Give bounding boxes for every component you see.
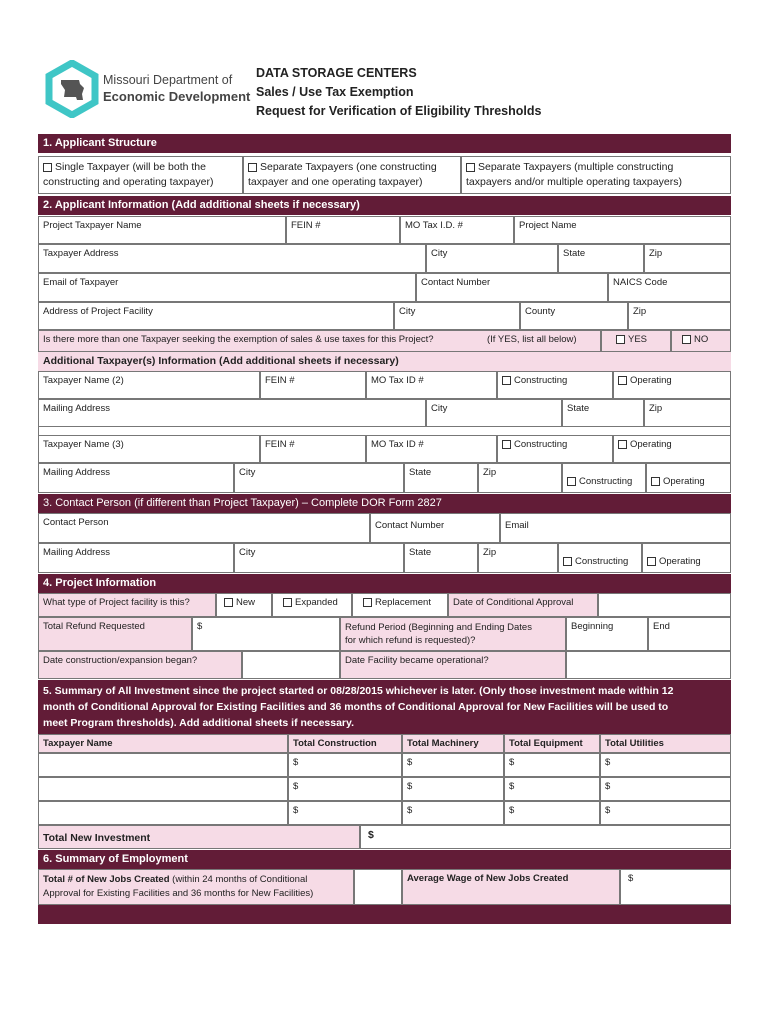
- city-field[interactable]: [426, 244, 558, 273]
- section3-header: 3. Contact Person (if different than Project Taxpayer) – Complete DOR Form 2827: [38, 494, 731, 513]
- label: Contact Number: [375, 520, 445, 531]
- label: Replacement: [375, 597, 431, 608]
- construction-began-label: Date construction/expansion began?: [38, 651, 242, 679]
- operational-date-label: Date Facility became operational?: [340, 651, 566, 679]
- contact-operating-option[interactable]: [642, 543, 731, 573]
- label: Zip: [649, 403, 663, 414]
- expanded-checkbox[interactable]: [283, 598, 292, 607]
- dollar-sign: $: [293, 781, 299, 792]
- yes-option[interactable]: [601, 330, 671, 352]
- label: Mailing Address: [43, 467, 111, 478]
- label: Zip: [649, 248, 663, 259]
- label: Email: [505, 520, 529, 531]
- facility-type-question: What type of Project facility is this?: [38, 593, 216, 617]
- label: Constructing: [514, 439, 568, 450]
- title-line2: Sales / Use Tax Exemption: [256, 85, 414, 99]
- expanded-option[interactable]: [272, 593, 352, 617]
- separate-one-checkbox[interactable]: [248, 163, 257, 172]
- if-yes-note: (If YES, list all below): [487, 334, 577, 345]
- opt2-line2: taxpayer and one operating taxpayer): [248, 176, 423, 188]
- table-row-equipment[interactable]: [504, 753, 600, 777]
- table-row-utilities[interactable]: [600, 801, 731, 825]
- fein-field[interactable]: [286, 216, 400, 244]
- dollar-sign: $: [509, 757, 515, 768]
- section5-header: [38, 680, 731, 734]
- replacement-checkbox[interactable]: [363, 598, 372, 607]
- label: New: [236, 597, 256, 608]
- table-row-machinery[interactable]: [402, 777, 504, 801]
- label: Zip: [483, 547, 497, 558]
- contact-email-field[interactable]: [500, 513, 731, 543]
- new-checkbox[interactable]: [224, 598, 233, 607]
- taxpayer3-zip-field[interactable]: [478, 463, 562, 493]
- label: Mailing Address: [43, 403, 111, 414]
- taxpayer2-name-field[interactable]: [38, 371, 260, 399]
- no-checkbox[interactable]: [682, 335, 691, 344]
- county-field[interactable]: [520, 302, 628, 330]
- construction-began-field[interactable]: [242, 651, 340, 679]
- table-row-construction[interactable]: [288, 777, 402, 801]
- beginning-date-field[interactable]: [566, 617, 648, 651]
- section1-header: 1. Applicant Structure: [38, 134, 731, 153]
- taxpayer3-mailing-field[interactable]: [38, 463, 234, 493]
- additional-taxpayer-header: Additional Taxpayer(s) Information (Add additional sheets if necessary): [38, 352, 731, 371]
- label: Project Taxpayer Name: [43, 220, 142, 231]
- label: Address of Project Facility: [43, 306, 153, 317]
- taxpayer2-operating-option[interactable]: [613, 371, 731, 399]
- taxpayer2-mailing-field[interactable]: [38, 399, 426, 427]
- taxpayer3-constructing-option[interactable]: [497, 435, 613, 463]
- dollar-sign: $: [509, 781, 515, 792]
- taxpayer3-city-field[interactable]: [234, 463, 404, 493]
- taxpayer3-state-field[interactable]: [404, 463, 478, 493]
- opt3-line1: Separate Taxpayers (multiple constructing: [478, 161, 674, 173]
- taxpayer2-fein-field[interactable]: [260, 371, 366, 399]
- operational-date-field[interactable]: [566, 651, 731, 679]
- question-text: Is there more than one Taxpayer seeking the exemption of sales & use taxes for this Project?: [43, 334, 434, 345]
- average-wage-label: Average Wage of New Jobs Created: [402, 869, 620, 905]
- section6-footer-bar: [38, 905, 731, 924]
- contact-number-field[interactable]: [416, 273, 608, 302]
- form-title: [256, 64, 676, 121]
- operating-checkbox[interactable]: [651, 477, 660, 486]
- label: Email of Taxpayer: [43, 277, 119, 288]
- constructing-checkbox[interactable]: [563, 557, 572, 566]
- label: FEIN #: [265, 375, 295, 386]
- label: Constructing: [579, 476, 633, 487]
- jobs-rest: (within 24 months of Conditional: [169, 874, 308, 885]
- label: State: [409, 467, 432, 478]
- jobs-bold: Total # of New Jobs Created: [43, 874, 170, 885]
- row-spacer: [38, 427, 731, 435]
- label: NAICS Code: [613, 277, 668, 288]
- mo-tax-id-field[interactable]: [400, 216, 514, 244]
- yes-checkbox[interactable]: [616, 335, 625, 344]
- multiple-taxpayer-question: [38, 330, 601, 352]
- table-row-equipment[interactable]: [504, 801, 600, 825]
- title-line3: Request for Verification of Eligibility Thresholds: [256, 104, 542, 118]
- label: Expanded: [295, 597, 338, 608]
- title-line1: DATA STORAGE CENTERS: [256, 66, 417, 80]
- contact-mailing-field[interactable]: [38, 543, 234, 573]
- label: Constructing: [514, 375, 568, 386]
- taxpayer3-motax-field[interactable]: [366, 435, 497, 463]
- label: Operating: [630, 439, 672, 450]
- constructing-checkbox[interactable]: [502, 440, 511, 449]
- approval-date-field[interactable]: [598, 593, 731, 617]
- label: Taxpayer Address: [43, 248, 119, 259]
- dollar-sign: $: [509, 805, 515, 816]
- dollar-sign: $: [293, 757, 299, 768]
- dollar-sign: $: [293, 805, 299, 816]
- opt1-line1: Single Taxpayer (will be both the: [55, 161, 206, 173]
- zip-field[interactable]: [644, 244, 731, 273]
- label: State: [409, 547, 432, 558]
- operating-checkbox[interactable]: [618, 440, 627, 449]
- table-row-equipment[interactable]: [504, 777, 600, 801]
- table-row-taxpayer[interactable]: [38, 801, 288, 825]
- label: Project Name: [519, 220, 577, 231]
- label: City: [431, 248, 448, 259]
- col-taxpayer-name: Taxpayer Name: [38, 734, 288, 753]
- period-line1: Refund Period (Beginning and Ending Dates: [345, 622, 532, 633]
- project-taxpayer-name-field[interactable]: [38, 216, 286, 244]
- separate-taxpayers-one-option[interactable]: [243, 156, 461, 194]
- dollar-sign: $: [368, 829, 374, 841]
- dollar-sign: $: [605, 757, 611, 768]
- new-option[interactable]: [216, 593, 272, 617]
- label: Constructing: [575, 556, 629, 567]
- missouri-badge-icon: [44, 60, 100, 118]
- replacement-option[interactable]: [352, 593, 448, 617]
- table-row-machinery[interactable]: [402, 753, 504, 777]
- jobs-line2: Approval for Existing Facilities and 36 months for New Facilities): [43, 888, 314, 899]
- operating-checkbox[interactable]: [618, 376, 627, 385]
- table-row-machinery[interactable]: [402, 801, 504, 825]
- label: State: [567, 403, 590, 414]
- label: Operating: [663, 476, 705, 487]
- facility-address-field[interactable]: [38, 302, 394, 330]
- taxpayer2-state-field[interactable]: [562, 399, 644, 427]
- label: City: [239, 467, 256, 478]
- dollar-sign: $: [407, 757, 413, 768]
- label: Taxpayer Name (3): [43, 439, 124, 450]
- constructing-checkbox[interactable]: [567, 477, 576, 486]
- section2-header: 2. Applicant Information (Add additional sheets if necessary): [38, 196, 731, 215]
- taxpayer2-motax-field[interactable]: [366, 371, 497, 399]
- label: Operating: [630, 375, 672, 386]
- naics-code-field[interactable]: [608, 273, 731, 302]
- taxpayer3-operating-option[interactable]: [613, 435, 731, 463]
- col-total-utilities: Total Utilities: [600, 734, 731, 753]
- taxpayer2-city-field[interactable]: [426, 399, 562, 427]
- label: End: [653, 621, 670, 632]
- opt1-line2: constructing and operating taxpayer): [43, 176, 214, 188]
- dollar-sign: $: [605, 805, 611, 816]
- no-label: NO: [694, 334, 709, 345]
- label: County: [525, 306, 556, 317]
- dollar-sign: $: [407, 805, 413, 816]
- refund-amount-field[interactable]: [192, 617, 340, 651]
- col-total-equipment: Total Equipment: [504, 734, 600, 753]
- contact-number-field-3[interactable]: [370, 513, 500, 543]
- label: MO Tax ID #: [371, 439, 424, 450]
- contact-state-field[interactable]: [404, 543, 478, 573]
- section4-header: 4. Project Information: [38, 574, 731, 593]
- label: MO Tax I.D. #: [405, 220, 463, 231]
- section6-header: 6. Summary of Employment: [38, 850, 731, 869]
- label: Contact Number: [421, 277, 491, 288]
- no-option[interactable]: [671, 330, 731, 352]
- constructing-checkbox[interactable]: [502, 376, 511, 385]
- taxpayer2-constructing-option[interactable]: [497, 371, 613, 399]
- yes-label: YES: [628, 334, 648, 345]
- facility-city-field[interactable]: [394, 302, 520, 330]
- s5-line3: meet Program thresholds). Add additional sheets if necessary.: [43, 717, 355, 729]
- taxpayer2-zip-field[interactable]: [644, 399, 731, 427]
- table-row-taxpayer[interactable]: [38, 777, 288, 801]
- new-jobs-field[interactable]: [354, 869, 402, 905]
- single-taxpayer-option[interactable]: [38, 156, 243, 194]
- dollar-sign: $: [197, 621, 203, 632]
- contact-zip-field[interactable]: [478, 543, 558, 573]
- dollar-sign: $: [407, 781, 413, 792]
- col-total-machinery: Total Machinery: [402, 734, 504, 753]
- label: City: [431, 403, 448, 414]
- state-field[interactable]: [558, 244, 644, 273]
- period-line2: for which refund is requested)?: [345, 635, 476, 646]
- logo-line2: Economic Development: [103, 89, 251, 104]
- label: City: [239, 547, 256, 558]
- label: Contact Person: [43, 517, 109, 528]
- label: FEIN #: [265, 439, 295, 450]
- new-jobs-label: [38, 869, 354, 905]
- refund-label: Total Refund Requested: [38, 617, 192, 651]
- taxpayer3-operating-option-b[interactable]: [646, 463, 731, 493]
- separate-multiple-checkbox[interactable]: [466, 163, 475, 172]
- separate-taxpayers-multiple-option[interactable]: [461, 156, 731, 194]
- col-total-construction: Total Construction: [288, 734, 402, 753]
- logo: [44, 60, 254, 120]
- logo-line1: Missouri Department of: [103, 73, 233, 87]
- taxpayer3-fein-field[interactable]: [260, 435, 366, 463]
- table-row-utilities[interactable]: [600, 753, 731, 777]
- label: Zip: [483, 467, 497, 478]
- email-field[interactable]: [38, 273, 416, 302]
- dollar-sign: $: [628, 873, 634, 884]
- label: Beginning: [571, 621, 614, 632]
- average-wage-field[interactable]: [620, 869, 731, 905]
- label: FEIN #: [291, 220, 321, 231]
- label: Mailing Address: [43, 547, 111, 558]
- contact-constructing-option[interactable]: [558, 543, 642, 573]
- dollar-sign: $: [605, 781, 611, 792]
- label: Operating: [659, 556, 701, 567]
- taxpayer3-name-field[interactable]: [38, 435, 260, 463]
- table-row-taxpayer[interactable]: [38, 753, 288, 777]
- project-name-field[interactable]: [514, 216, 731, 244]
- refund-period-label: [340, 617, 566, 651]
- total-investment-field[interactable]: [360, 825, 731, 849]
- approval-date-label: Date of Conditional Approval: [448, 593, 598, 617]
- table-row-construction[interactable]: [288, 753, 402, 777]
- s5-line1: 5. Summary of All Investment since the project started or 08/28/2015 whichever is later. (Only those investment made within 12: [43, 685, 674, 697]
- operating-checkbox[interactable]: [647, 557, 656, 566]
- label: State: [563, 248, 586, 259]
- label: Taxpayer Name (2): [43, 375, 124, 386]
- opt2-line1: Separate Taxpayers (one constructing: [260, 161, 437, 173]
- taxpayer3-constructing-option-b[interactable]: [562, 463, 646, 493]
- table-row-utilities[interactable]: [600, 777, 731, 801]
- label: MO Tax ID #: [371, 375, 424, 386]
- taxpayer-address-field[interactable]: [38, 244, 426, 273]
- total-investment-label: Total New Investment: [38, 825, 360, 849]
- s5-line2: month of Conditional Approval for Existing Facilities and 36 months of Conditional Approval for New Facilities will be used to: [43, 701, 669, 713]
- facility-zip-field[interactable]: [628, 302, 731, 330]
- contact-city-field[interactable]: [234, 543, 404, 573]
- table-row-construction[interactable]: [288, 801, 402, 825]
- opt3-line2: taxpayers and/or multiple operating taxpayers): [466, 176, 682, 188]
- contact-person-field[interactable]: [38, 513, 370, 543]
- label: City: [399, 306, 416, 317]
- end-date-field[interactable]: [648, 617, 731, 651]
- label: Zip: [633, 306, 647, 317]
- single-taxpayer-checkbox[interactable]: [43, 163, 52, 172]
